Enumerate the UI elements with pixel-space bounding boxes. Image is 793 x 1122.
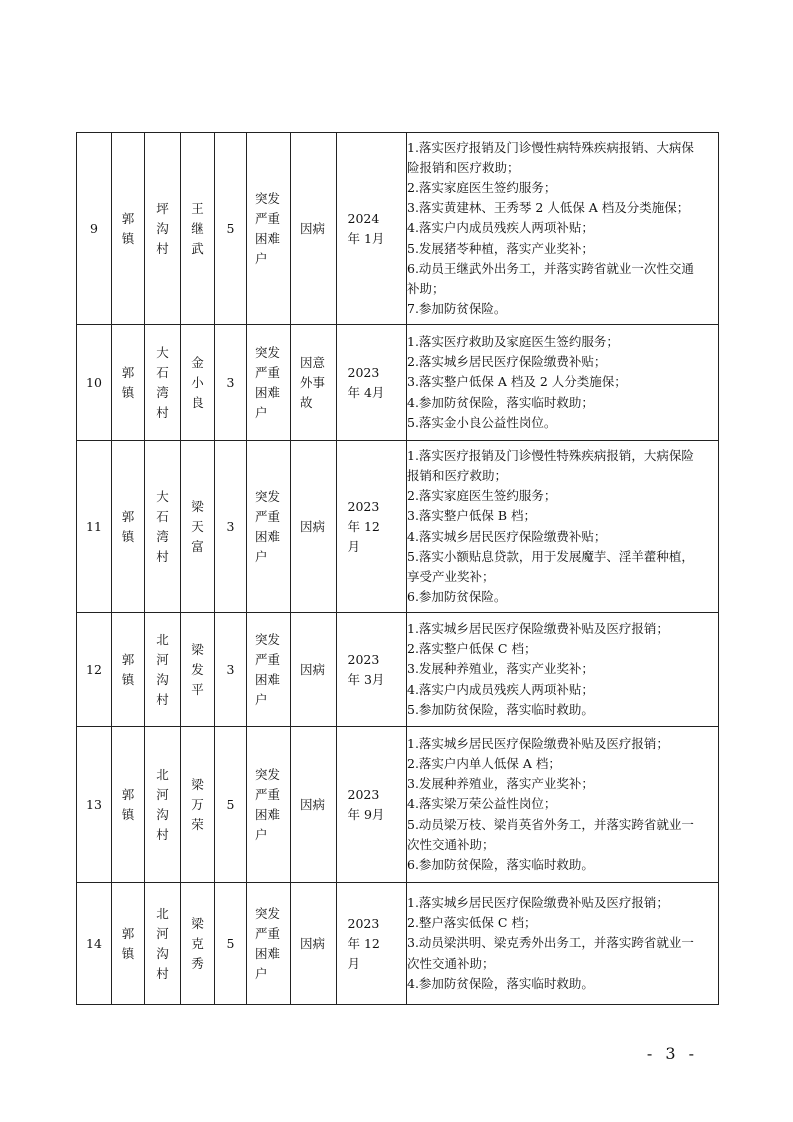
row-number-cell bbox=[77, 883, 112, 1005]
household-size: 3 bbox=[226, 375, 235, 390]
household-size: 5 bbox=[226, 221, 235, 236]
measure-line: 2.落实城乡居民医疗保险缴费补贴； bbox=[407, 354, 607, 370]
row-number-cell bbox=[77, 441, 112, 613]
hardship-cause-cell bbox=[291, 325, 337, 441]
row-number-cell bbox=[77, 325, 112, 441]
household-size: 3 bbox=[226, 662, 235, 677]
assistance-measures bbox=[407, 883, 719, 1005]
measure-line: 3.发展种养殖业，落实产业奖补； bbox=[407, 661, 594, 677]
measure-line: 5.参加防贫保险，落实临时救助。 bbox=[407, 701, 594, 717]
measure-line: 3.动员梁洪明、梁克秀外出务工，并落实跨省就业一 bbox=[407, 935, 694, 951]
measure-line: 2.落实户内单人低保 A 档； bbox=[407, 755, 561, 771]
identified-date-cell bbox=[337, 613, 407, 727]
hardship-cause: 因意外事故 bbox=[300, 354, 326, 410]
person-name-cell bbox=[181, 441, 215, 613]
village-cell bbox=[145, 727, 181, 883]
identified-date: 2023 年 9月 bbox=[347, 786, 385, 822]
household-category: 突发严重困难户 bbox=[255, 190, 281, 266]
assistance-measures bbox=[407, 133, 719, 325]
measure-line: 4.落实梁万荣公益性岗位； bbox=[407, 796, 557, 812]
household-category: 突发严重困难户 bbox=[255, 766, 281, 842]
town-cell bbox=[112, 441, 145, 613]
hardship-cause-cell bbox=[291, 883, 337, 1005]
measure-line: 4.参加防贫保险，落实临时救助； bbox=[407, 394, 594, 410]
measure-line: 4.参加防贫保险，落实临时救助。 bbox=[407, 975, 594, 991]
table-row bbox=[77, 133, 719, 325]
identified-date: 2024 年 1月 bbox=[347, 210, 385, 246]
identified-date-cell bbox=[337, 727, 407, 883]
row-number: 10 bbox=[86, 375, 102, 390]
row-number: 14 bbox=[86, 936, 102, 951]
village-cell bbox=[145, 613, 181, 727]
person-name: 王继武 bbox=[191, 200, 204, 256]
hardship-cause-cell bbox=[291, 613, 337, 727]
measure-line: 4.落实户内成员残疾人两项补贴； bbox=[407, 681, 594, 697]
household-size: 5 bbox=[226, 936, 235, 951]
measure-line: 6.参加防贫保险，落实临时救助。 bbox=[407, 857, 594, 872]
town-cell bbox=[112, 883, 145, 1005]
person-name: 梁发平 bbox=[191, 641, 204, 697]
household-size-cell bbox=[215, 133, 247, 325]
measure-line: 1.落实医疗报销及门诊慢性病特殊疾病报销、大病保 bbox=[407, 139, 694, 155]
household-category: 突发严重困难户 bbox=[255, 488, 281, 564]
village-cell bbox=[145, 325, 181, 441]
household-category-cell bbox=[247, 613, 291, 727]
hardship-cause: 因病 bbox=[300, 935, 326, 951]
household-category-cell bbox=[247, 441, 291, 613]
household-category-cell bbox=[247, 133, 291, 325]
measure-line: 1.落实医疗报销及门诊慢性特殊疾病报销，大病保险 bbox=[407, 447, 694, 463]
measure-line: 6.动员王继武外出务工，并落实跨省就业一次性交通 bbox=[407, 260, 694, 276]
town: 郭镇 bbox=[121, 508, 135, 544]
household-category: 突发严重困难户 bbox=[255, 344, 281, 420]
table-body bbox=[77, 133, 719, 1005]
identified-date: 2023 年 12 月 bbox=[347, 498, 380, 554]
measure-line: 6.参加防贫保险。 bbox=[407, 589, 507, 605]
household-size: 3 bbox=[226, 519, 235, 534]
measure-line: 报销和医疗救助； bbox=[407, 467, 508, 483]
household-category-cell bbox=[247, 883, 291, 1005]
row-number: 13 bbox=[86, 797, 102, 812]
village-cell bbox=[145, 133, 181, 325]
hardship-cause: 因病 bbox=[300, 661, 326, 677]
village-cell bbox=[145, 441, 181, 613]
town-cell bbox=[112, 613, 145, 727]
person-name: 梁克秀 bbox=[191, 915, 204, 971]
town: 郭镇 bbox=[121, 364, 135, 400]
person-name: 金小良 bbox=[191, 354, 204, 410]
identified-date-cell bbox=[337, 133, 407, 325]
measure-line: 3.落实黄建林、王秀琴 2 人低保 A 档及分类施保； bbox=[407, 200, 690, 216]
table-row bbox=[77, 727, 719, 883]
person-name-cell bbox=[181, 883, 215, 1005]
measure-line: 7.参加防贫保险。 bbox=[407, 301, 507, 317]
measure-line: 补助； bbox=[407, 281, 445, 296]
village: 北河沟村 bbox=[156, 766, 169, 842]
town-cell bbox=[112, 133, 145, 325]
assistance-measures bbox=[407, 613, 719, 727]
town-cell bbox=[112, 727, 145, 883]
hardship-cause-cell bbox=[291, 727, 337, 883]
person-name-cell bbox=[181, 325, 215, 441]
measure-line: 2.落实整户低保 C 档； bbox=[407, 641, 537, 657]
table-row bbox=[77, 613, 719, 727]
village: 坪沟村 bbox=[156, 200, 169, 256]
hardship-cause: 因病 bbox=[300, 220, 326, 236]
measure-line: 享受产业奖补； bbox=[407, 568, 495, 584]
measure-line: 次性交通补助； bbox=[407, 955, 495, 971]
measure-line: 5.落实金小良公益性岗位。 bbox=[407, 414, 557, 430]
person-name-cell bbox=[181, 613, 215, 727]
measure-line: 4.落实户内成员残疾人两项补贴； bbox=[407, 220, 594, 236]
household-size: 5 bbox=[226, 797, 235, 812]
village: 大石湾村 bbox=[156, 488, 169, 564]
table-row bbox=[77, 325, 719, 441]
measure-line: 1.落实城乡居民医疗保险缴费补贴及医疗报销； bbox=[407, 894, 669, 910]
row-number: 9 bbox=[90, 221, 98, 236]
identified-date-cell bbox=[337, 883, 407, 1005]
identified-date-cell bbox=[337, 325, 407, 441]
assistance-measures bbox=[407, 325, 719, 441]
measure-line: 3.发展种养殖业，落实产业奖补； bbox=[407, 776, 594, 792]
town: 郭镇 bbox=[121, 786, 135, 822]
measure-line: 1.落实城乡居民医疗保险缴费补贴及医疗报销； bbox=[407, 620, 669, 636]
person-name: 梁万荣 bbox=[191, 776, 204, 832]
measure-line: 5.动员梁万枝、梁肖英省外务工，并落实跨省就业一 bbox=[407, 816, 694, 832]
assistance-measures bbox=[407, 441, 719, 613]
town: 郭镇 bbox=[121, 651, 135, 687]
measure-line: 3.落实整户低保 A 档及 2 人分类施保； bbox=[407, 374, 627, 390]
measure-line: 2.整户落实低保 C 档； bbox=[407, 915, 537, 931]
identified-date: 2023 年 4月 bbox=[347, 364, 385, 400]
measure-line: 2.落实家庭医生签约服务； bbox=[407, 179, 557, 195]
village-cell bbox=[145, 883, 181, 1005]
row-number-cell bbox=[77, 727, 112, 883]
assistance-measures bbox=[407, 727, 719, 883]
person-name: 梁天富 bbox=[191, 498, 204, 554]
person-name-cell bbox=[181, 133, 215, 325]
identified-date-cell bbox=[337, 441, 407, 613]
village: 大石湾村 bbox=[156, 344, 169, 420]
row-number-cell bbox=[77, 133, 112, 325]
identified-date: 2023 年 3月 bbox=[347, 651, 385, 687]
household-size-cell bbox=[215, 883, 247, 1005]
town: 郭镇 bbox=[121, 210, 135, 246]
hardship-cause: 因病 bbox=[300, 518, 326, 534]
measure-line: 2.落实家庭医生签约服务； bbox=[407, 488, 557, 504]
identified-date: 2023 年 12 月 bbox=[347, 915, 380, 971]
measure-line: 次性交通补助； bbox=[407, 836, 495, 852]
household-category: 突发严重困难户 bbox=[255, 631, 281, 707]
household-size-cell bbox=[215, 325, 247, 441]
measure-line: 4.落实城乡居民医疗保险缴费补贴； bbox=[407, 528, 607, 544]
measure-line: 5.落实小额贴息贷款，用于发展魔芋、淫羊藿种植， bbox=[407, 548, 694, 564]
person-name-cell bbox=[181, 727, 215, 883]
measure-line: 3.落实整户低保 B 档； bbox=[407, 508, 537, 524]
household-size-cell bbox=[215, 613, 247, 727]
page-number: - 3 - bbox=[646, 1044, 698, 1063]
household-assistance-table bbox=[76, 132, 719, 1005]
household-category: 突发严重困难户 bbox=[255, 905, 281, 981]
household-category-cell bbox=[247, 325, 291, 441]
measure-line: 1.落实城乡居民医疗保险缴费补贴及医疗报销； bbox=[407, 735, 669, 751]
measure-line: 险报销和医疗救助； bbox=[407, 159, 520, 175]
village: 北河沟村 bbox=[156, 631, 169, 707]
household-size-cell bbox=[215, 727, 247, 883]
town-cell bbox=[112, 325, 145, 441]
measure-line: 5.发展猪苓种植，落实产业奖补； bbox=[407, 240, 594, 256]
table-row bbox=[77, 441, 719, 613]
village: 北河沟村 bbox=[156, 905, 169, 981]
row-number: 11 bbox=[86, 519, 102, 534]
row-number: 12 bbox=[86, 662, 102, 677]
row-number-cell bbox=[77, 613, 112, 727]
table-row bbox=[77, 883, 719, 1005]
town: 郭镇 bbox=[121, 925, 135, 961]
household-category-cell bbox=[247, 727, 291, 883]
hardship-cause-cell bbox=[291, 441, 337, 613]
household-size-cell bbox=[215, 441, 247, 613]
hardship-cause-cell bbox=[291, 133, 337, 325]
hardship-cause: 因病 bbox=[300, 796, 326, 812]
measure-line: 1.落实医疗救助及家庭医生签约服务； bbox=[407, 333, 619, 349]
